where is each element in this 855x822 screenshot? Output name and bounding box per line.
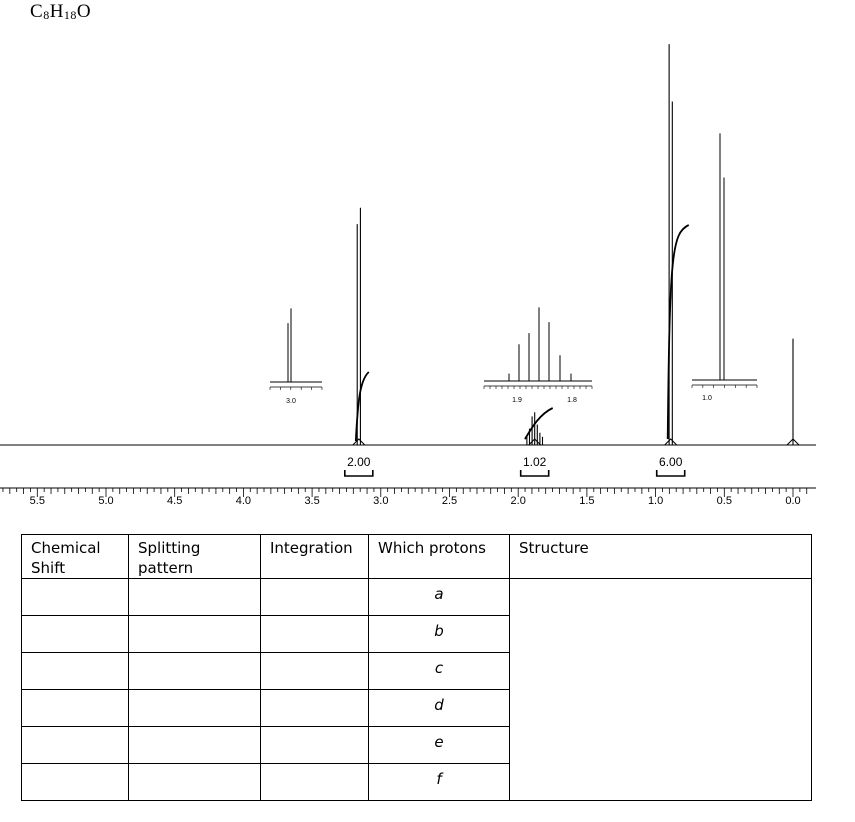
- inset-tick-label: 1.8: [567, 397, 577, 404]
- structure-cell[interactable]: [510, 579, 812, 801]
- header-which-protons: Which protons: [369, 535, 510, 579]
- table-row: [22, 579, 812, 616]
- integral-value: 6.00: [659, 455, 683, 469]
- proton-label: f: [369, 764, 510, 801]
- inset-tick-label: 1.0: [702, 395, 712, 402]
- integral-bracket: [657, 470, 685, 476]
- inset-tick-label: 3.0: [286, 398, 296, 405]
- integral-value: 2.00: [347, 455, 371, 469]
- proton-label: a: [369, 579, 510, 616]
- integral-curve: [525, 408, 553, 439]
- proton-label: e: [369, 727, 510, 764]
- integration-cell[interactable]: [261, 579, 369, 616]
- integrations: [345, 225, 689, 476]
- molecular-formula: $C_8H_{18}O$: [30, 1, 92, 22]
- integration-cell[interactable]: [261, 727, 369, 764]
- splitting-cell[interactable]: [129, 690, 261, 727]
- axis-tick-label: 0.5: [716, 495, 732, 507]
- inset-tick-label: 1.9: [512, 397, 522, 404]
- shift-cell[interactable]: [22, 653, 129, 690]
- proton-label: c: [369, 653, 510, 690]
- axis-tick-label: 1.5: [579, 495, 595, 507]
- integral-bracket: [521, 470, 549, 476]
- inset-panel: [484, 307, 592, 404]
- splitting-cell[interactable]: [129, 727, 261, 764]
- shift-cell[interactable]: [22, 616, 129, 653]
- splitting-cell[interactable]: [129, 653, 261, 690]
- inset-zooms: [270, 133, 757, 405]
- header-splitting-pattern: Splitting pattern: [129, 535, 261, 579]
- table-header-row: [22, 535, 812, 579]
- splitting-cell[interactable]: [129, 579, 261, 616]
- proton-label: d: [369, 690, 510, 727]
- peak-foot: [665, 439, 677, 445]
- axis-tick-label: 0.0: [785, 495, 801, 507]
- shift-cell[interactable]: [22, 579, 129, 616]
- axis-tick-label: 4.5: [167, 495, 183, 507]
- shift-cell[interactable]: [22, 690, 129, 727]
- integration-cell[interactable]: [261, 764, 369, 801]
- axis-tick-label: 3.5: [304, 495, 320, 507]
- peak-foot: [353, 439, 365, 445]
- integral-value: 1.02: [523, 455, 547, 469]
- integration-cell[interactable]: [261, 653, 369, 690]
- integration-cell[interactable]: [261, 690, 369, 727]
- shift-cell[interactable]: [22, 727, 129, 764]
- integral-bracket: [345, 470, 373, 476]
- proton-label: b: [369, 616, 510, 653]
- axis-tick-label: 1.0: [647, 495, 664, 507]
- splitting-cell[interactable]: [129, 764, 261, 801]
- analysis-table: [21, 534, 812, 801]
- axis-tick-label: 5.0: [98, 495, 114, 507]
- integration-cell[interactable]: [261, 616, 369, 653]
- splitting-cell[interactable]: [129, 616, 261, 653]
- inset-panel: [692, 133, 757, 402]
- shift-cell[interactable]: [22, 764, 129, 801]
- header-integration: Integration: [261, 535, 369, 579]
- axis-tick-label: 5.5: [29, 495, 45, 507]
- axis-tick-label: 4.0: [235, 495, 252, 507]
- integral-curve: [356, 372, 369, 441]
- integral-curve: [668, 225, 689, 439]
- ppm-axis: [0, 488, 816, 507]
- header-chemical-shift: Chemical Shift: [22, 535, 129, 579]
- peak-group: [787, 339, 799, 445]
- axis-tick-label: 2.5: [441, 495, 458, 507]
- header-structure: Structure: [510, 535, 812, 579]
- axis-tick-label: 3.0: [373, 495, 389, 507]
- axis-tick-label: 2.0: [510, 495, 526, 507]
- inset-panel: [270, 308, 322, 405]
